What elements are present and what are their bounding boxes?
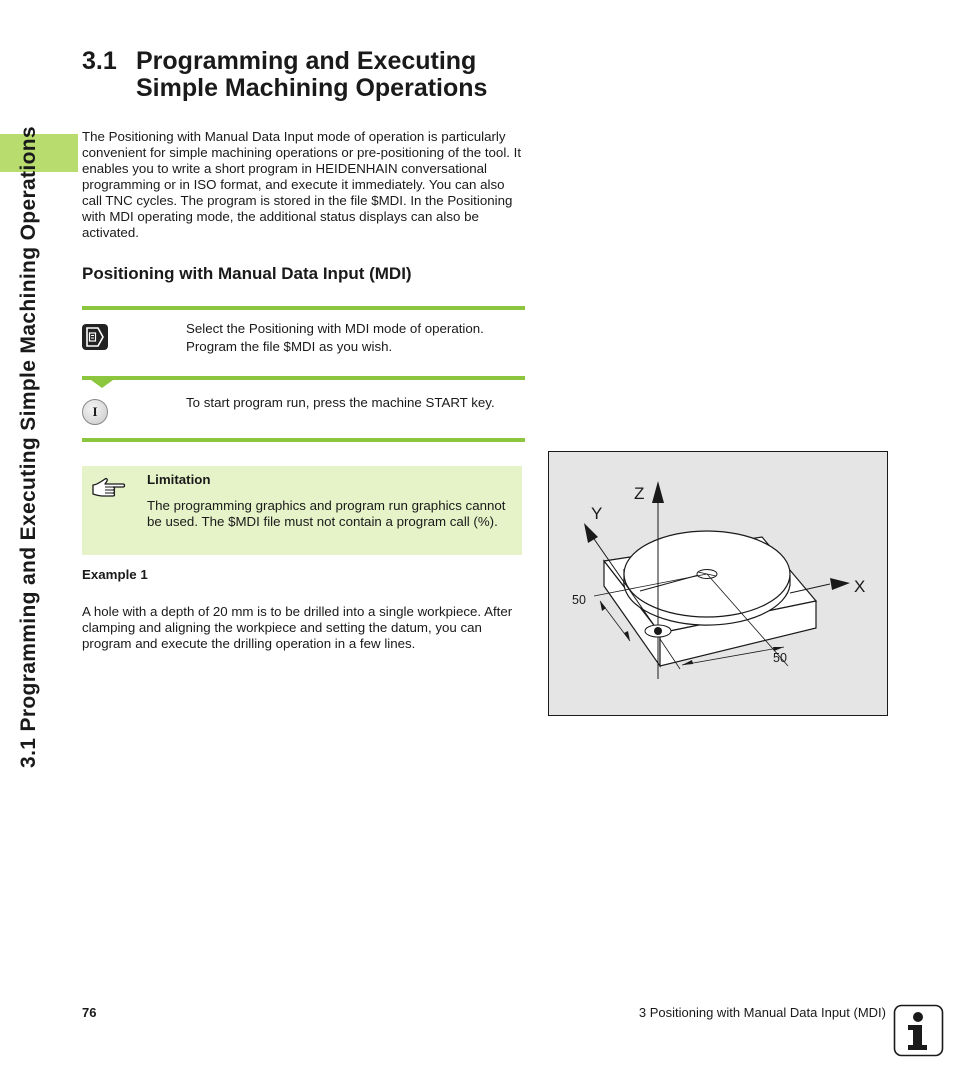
pointing-hand-icon — [91, 476, 127, 502]
chapter-heading — [82, 48, 542, 102]
axis-x-label: X — [854, 577, 866, 596]
side-chapter-tab — [5, 52, 53, 842]
note-body: The programming graphics and program run graphics cannot be used. The $MDI file must not contain a program call (%). — [147, 498, 506, 529]
footer-chapter-title: 3 Positioning with Manual Data Input (MDI) — [638, 1005, 886, 1020]
step-divider — [82, 376, 525, 380]
page-number: 76 — [82, 1005, 97, 1020]
info-icon — [893, 1004, 944, 1057]
side-chapter-title: 3.1 Programming and Executing Simple Machining Operations — [17, 126, 40, 768]
step-start-text: To start program run, press the machine START key. — [186, 395, 495, 410]
mdi-mode-key-icon — [82, 324, 108, 350]
axis-z-label: Z — [634, 484, 645, 503]
dim-x-label: 50 — [773, 651, 787, 665]
example-heading: Example 1 — [82, 567, 148, 582]
start-key-icon: I — [82, 399, 108, 425]
step-arrow-marker — [91, 380, 113, 388]
chapter-number: 3.1 — [82, 47, 117, 75]
workpiece-figure — [548, 451, 888, 716]
step-divider — [82, 306, 525, 310]
step-divider — [82, 438, 525, 442]
intro-paragraph: The Positioning with Manual Data Input mode of operation is particularly convenient for simple machining operations or pre-positioning of the tool. It enables you to write a short program in HEIDENHAIN conversational programming or in ISO format, and execute it immediately. You can also call TNC cycles. The program is stored in the file $MDI. In the Positioning with MDI operating mode, the additional status displays can also be activated. — [82, 129, 522, 240]
dim-y-label: 50 — [572, 593, 586, 607]
example-body: A hole with a depth of 20 mm is to be drilled into a single workpiece. After clamping and aligning the workpiece and setting the datum, you can program and execute the drilling operation in a few lines. — [82, 604, 513, 651]
section-heading: Positioning with Manual Data Input (MDI) — [82, 264, 412, 283]
axis-y-label: Y — [591, 504, 603, 523]
step-mdi-text: Select the Positioning with MDI mode of operation. Program the file $MDI as you wish. — [186, 321, 484, 354]
chapter-title: Programming and Executing Simple Machining Operations — [136, 47, 488, 102]
note-title: Limitation — [147, 472, 211, 487]
